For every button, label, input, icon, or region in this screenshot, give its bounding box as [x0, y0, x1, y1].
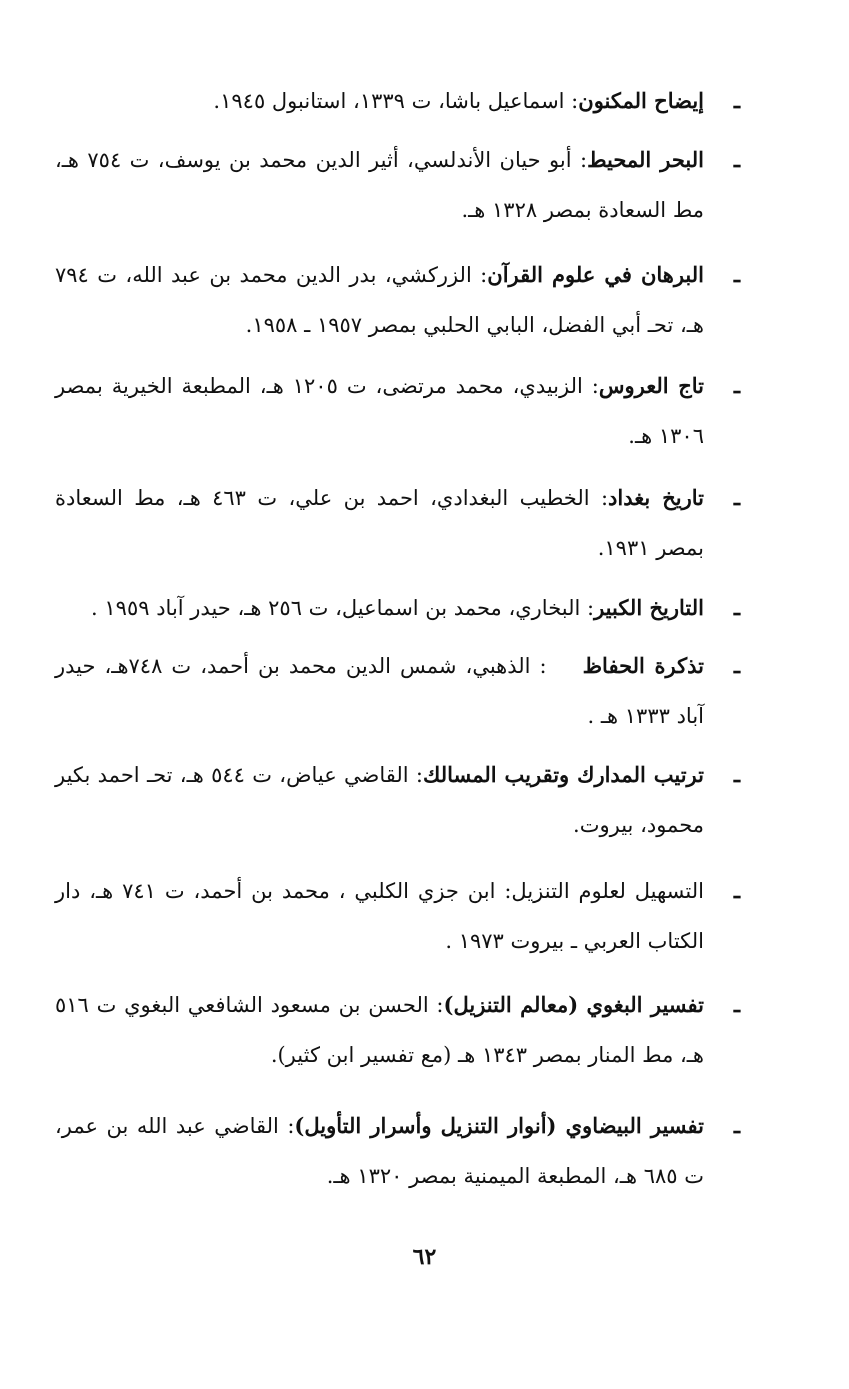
entry-title: تفسير البيضاوي (أنوار التنزيل وأسرار التأويل) — [294, 1113, 704, 1138]
entry-text: : الحسن بن مسعود الشافعي البغوي ت ٥١٦ هـ، مط المنار بمصر ١٣٤٣ هـ (مع تفسير ابن كثير). — [55, 993, 704, 1067]
entry-text: : الذهبي، شمس الدين محمد بن أحمد، ت ٧٤٨هـ، حيدر آباد ١٣٣٣ هـ . — [55, 654, 704, 728]
entry-text: : الزركشي، بدر الدين محمد بن عبد الله، ت ٧٩٤ هـ، تحـ أبي الفضل، البابي الحلبي بمصر ١٩٥٧ ـ ١٩٥٨. — [55, 263, 704, 337]
entry-dash: ـ — [733, 485, 740, 510]
entry-dash: ـ — [733, 1113, 740, 1138]
bibliography-entry — [55, 76, 740, 126]
entry-text: : البخاري، محمد بن اسماعيل، ت ٢٥٦ هـ، حيدر آباد ١٩٥٩ . — [91, 596, 595, 620]
entry-title: التاريخ الكبير — [594, 595, 704, 620]
entry-dash: ـ — [733, 992, 740, 1017]
entry-dash: ـ — [733, 262, 740, 287]
entry-text: : القاضي عياض، ت ٥٤٤ هـ، تحـ احمد بكير محمود، بيروت. — [55, 763, 704, 837]
entry-title: ترتيب المدارك وتقريب المسالك — [423, 762, 704, 787]
entry-text: : اسماعيل باشا، ت ١٣٣٩، استانبول ١٩٤٥. — [213, 89, 579, 113]
bibliography-entry — [55, 980, 740, 1080]
entry-text: : الزبيدي، محمد مرتضى، ت ١٢٠٥ هـ، المطبعة الخيرية بمصر ١٣٠٦ هـ. — [55, 374, 704, 448]
bibliography-entry — [55, 641, 740, 741]
entry-title: تفسير البغوي (معالم التنزيل) — [443, 992, 705, 1017]
entry-text: التسهيل لعلوم التنزيل: ابن جزي الكلبي ، محمد بن أحمد، ت ٧٤١ هـ، دار الكتاب العربي ـ بيروت ١٩٧٣ . — [55, 879, 704, 953]
page-number: ٦٢ — [412, 1244, 437, 1270]
bibliography-entry — [55, 361, 740, 461]
entry-title: تاريخ بغداد — [608, 485, 704, 510]
entry-dash: ـ — [733, 88, 740, 113]
bibliography-entry — [55, 473, 740, 573]
bibliography-entry — [55, 866, 740, 966]
entry-title: البحر المحيط — [587, 147, 705, 172]
entry-title: البرهان في علوم القرآن — [487, 262, 704, 287]
bibliography-entry — [55, 250, 740, 350]
entry-text: : الخطيب البغدادي، احمد بن علي، ت ٤٦٣ هـ، مط السعادة بمصر ١٩٣١. — [55, 486, 704, 560]
entry-dash: ـ — [733, 653, 740, 678]
entry-title: إيضاح المكنون — [578, 88, 704, 113]
bibliography-entry — [55, 583, 740, 633]
entry-dash: ـ — [733, 762, 740, 787]
entry-dash: ـ — [733, 595, 740, 620]
entry-text: : القاضي عبد الله بن عمر، ت ٦٨٥ هـ، المطبعة الميمنية بمصر ١٣٢٠ هـ. — [55, 1114, 704, 1188]
entry-text: : أبو حيان الأندلسي، أثير الدين محمد بن يوسف، ت ٧٥٤ هـ، مط السعادة بمصر ١٣٢٨ هـ. — [55, 148, 704, 222]
entry-title: تاج العروس — [598, 373, 704, 398]
bibliography-entry — [55, 135, 740, 235]
entry-dash: ـ — [733, 878, 740, 903]
entry-dash: ـ — [733, 373, 740, 398]
bibliography-entry — [55, 750, 740, 850]
bibliography-list — [55, 76, 740, 1201]
entry-dash: ـ — [733, 147, 740, 172]
bibliography-entry — [55, 1101, 740, 1201]
entry-title: تذكرة الحفاظ — [582, 653, 704, 678]
